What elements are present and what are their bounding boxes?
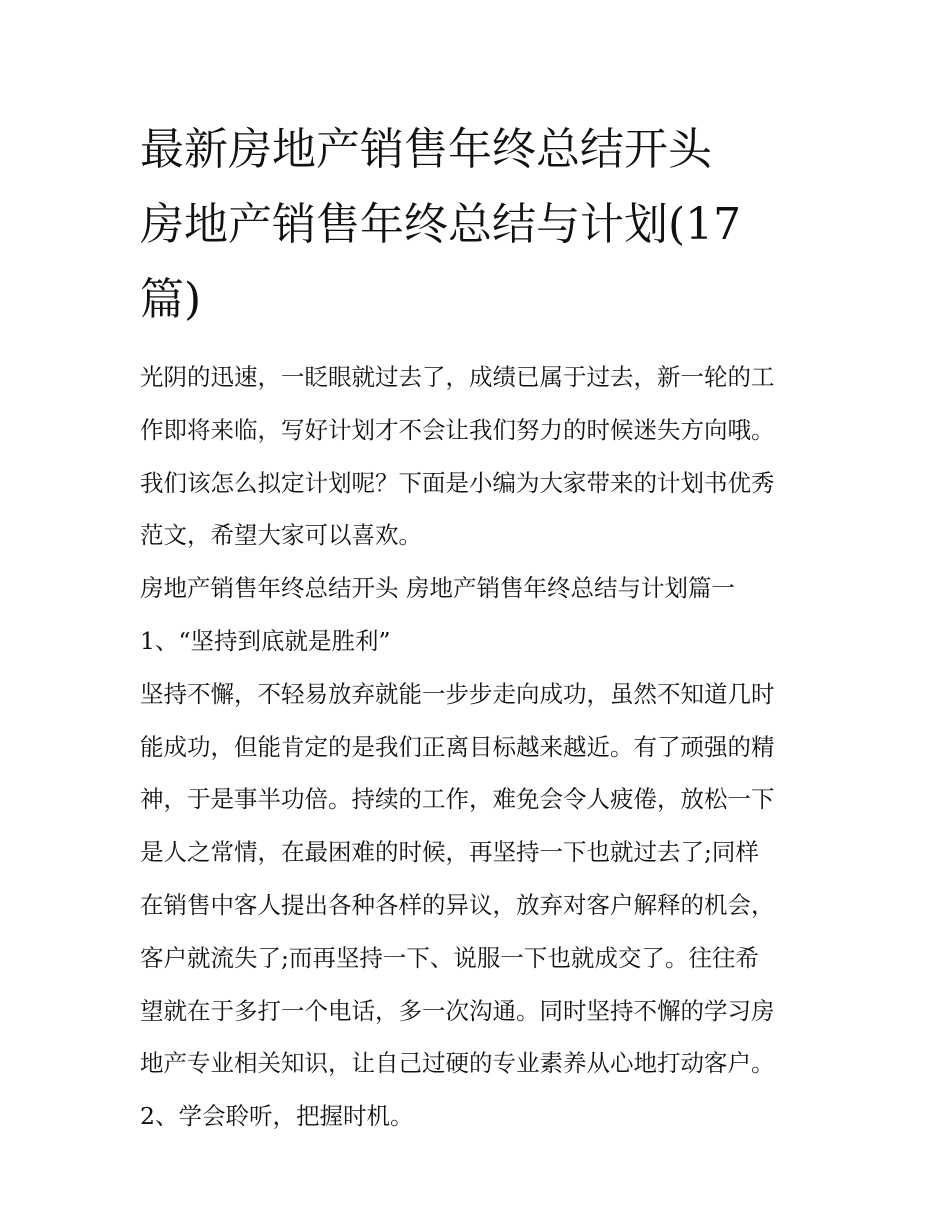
- paragraph-line: 是人之常情，在最困难的时候，再坚持一下也就过去了;同样: [140, 838, 759, 867]
- paragraph-line: 客户就流失了;而再坚持一下、说服一下也就成交了。往往希: [140, 943, 759, 972]
- section-heading: 房地产销售年终总结开头 房地产销售年终总结与计划篇一: [140, 574, 735, 603]
- paragraph-line: 神，于是事半功倍。持续的工作，难免会令人疲倦，放松一下: [140, 785, 775, 814]
- document-content: [140, 112, 820, 1143]
- title-line: 房地产销售年终总结与计划(17: [140, 199, 742, 250]
- intro-line: 作即将来临，写好计划才不会让我们努力的时候迷失方向哦。: [140, 415, 775, 444]
- item-heading: 1、“坚持到底就是胜利”: [140, 626, 391, 655]
- intro-line: 范文，希望大家可以喜欢。: [140, 521, 422, 550]
- paragraph-line: 地产专业相关知识，让自己过硬的专业素养从心地打动客户。: [140, 1049, 775, 1078]
- document-body: [140, 351, 820, 1143]
- paragraph-line: 能成功，但能肯定的是我们正离目标越来越近。有了顽强的精: [140, 732, 775, 761]
- document-title: [140, 112, 820, 337]
- item-heading: 2、学会聆听，把握时机。: [140, 1102, 414, 1131]
- item-paragraph: [140, 668, 820, 1090]
- title-line: 最新房地产销售年终总结开头: [140, 124, 712, 175]
- intro-line: 我们该怎么拟定计划呢？下面是小编为大家带来的计划书优秀: [140, 468, 775, 497]
- intro-paragraph: [140, 351, 820, 562]
- paragraph-line: 望就在于多打一个电话，多一次沟通。同时坚持不懈的学习房: [140, 996, 775, 1025]
- intro-line: 光阴的迅速，一眨眼就过去了，成绩已属于过去，新一轮的工: [140, 363, 775, 391]
- title-line: 篇): [140, 274, 202, 325]
- paragraph-line: 坚持不懈，不轻易放弃就能一步步走向成功，虽然不知道几时: [140, 679, 775, 708]
- paragraph-line: 在销售中客人提出各种各样的异议，放弃对客户解释的机会，: [140, 890, 775, 919]
